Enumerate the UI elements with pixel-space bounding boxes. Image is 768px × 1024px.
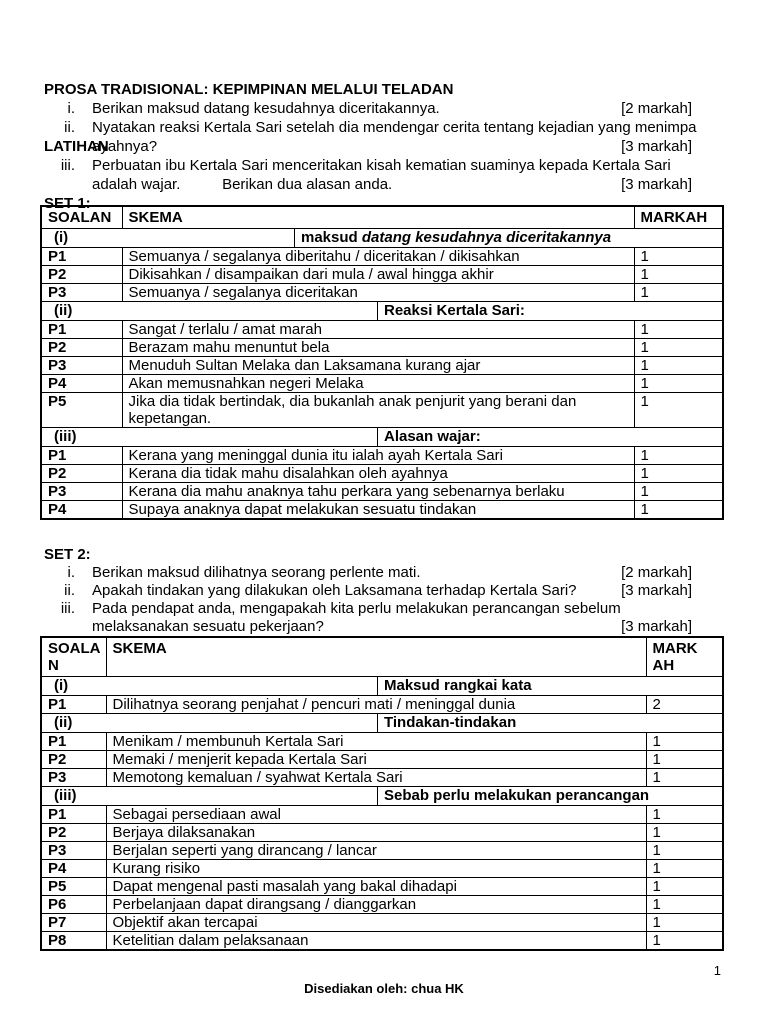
question-body	[92, 99, 692, 118]
point-code: P1	[41, 248, 122, 266]
point-text: Memaki / menjerit kepada Kertala Sari	[106, 751, 646, 769]
point-mark: 1	[646, 896, 723, 914]
point-text: Sebagai persediaan awal	[106, 806, 646, 824]
section-title-text: Maksud rangkai kata	[384, 677, 532, 694]
question-line: Nyatakan reaksi Kertala Sari setelah dia mendengar cerita tentang kejadian yang menimpa	[92, 119, 697, 136]
question-mark: [3 markah]	[621, 138, 692, 155]
question-mark: [3 markah]	[621, 618, 692, 635]
point-code: P2	[41, 465, 122, 483]
question-text: Berikan maksud dilihatnya seorang perlente mati.	[92, 564, 421, 581]
point-text: Objektif akan tercapai	[106, 914, 646, 932]
point-code: P7	[41, 914, 106, 932]
point-code: P3	[41, 357, 122, 375]
section-title-text: Alasan wajar:	[384, 428, 481, 445]
point-text: Menuduh Sultan Melaka dan Laksamana kurang ajar	[122, 357, 634, 375]
point-row	[41, 914, 723, 932]
section-cell	[41, 428, 723, 447]
question-mark: [3 markah]	[621, 176, 692, 193]
point-row	[41, 339, 723, 357]
section-label: (ii)	[48, 302, 378, 320]
point-row	[41, 266, 723, 284]
point-code: P2	[41, 751, 106, 769]
point-code: P3	[41, 769, 106, 787]
point-code: P3	[41, 483, 122, 501]
point-mark: 1	[634, 393, 723, 428]
footer-credit: Disediakan oleh: chua HK	[304, 981, 464, 996]
section-title	[378, 677, 716, 695]
question-text: adalah wajar. Berikan dua alasan anda.	[92, 176, 393, 193]
question-line	[92, 618, 692, 636]
point-text: Berjalan seperti yang dirancang / lancar	[106, 842, 646, 860]
column-header: MARK AH	[646, 637, 723, 677]
section-title	[378, 302, 716, 320]
section-label: (iii)	[48, 428, 378, 446]
point-mark: 1	[634, 501, 723, 520]
point-text: Kerana dia mahu anaknya tahu perkara yang sebenarnya berlaku	[122, 483, 634, 501]
point-code: P4	[41, 860, 106, 878]
point-text: Sangat / terlalu / amat marah	[122, 321, 634, 339]
point-text: Akan memusnahkan negeri Melaka	[122, 375, 634, 393]
section-label: (iii)	[48, 787, 378, 805]
question-line	[92, 99, 692, 118]
section-label: (i)	[48, 229, 295, 247]
question-number: ii.	[64, 582, 75, 599]
point-text: Perbelanjaan dapat dirangsang / dianggarkan	[106, 896, 646, 914]
section-wrap	[48, 302, 716, 320]
question-mark: [2 markah]	[621, 100, 692, 117]
point-mark: 1	[646, 860, 723, 878]
point-row	[41, 501, 723, 520]
question-number: ii.	[64, 119, 75, 136]
point-mark: 1	[634, 339, 723, 357]
point-mark: 2	[646, 696, 723, 714]
section-wrap	[48, 229, 716, 247]
section-title-italic: datang kesudahnya diceritakannya	[361, 229, 612, 246]
point-mark: 1	[634, 266, 723, 284]
point-row	[41, 248, 723, 266]
question-body	[92, 156, 692, 194]
column-header: SOALAN	[41, 206, 122, 229]
section-cell	[41, 229, 723, 248]
section-title	[378, 714, 716, 732]
section-title-text: Reaksi Kertala Sari:	[384, 302, 525, 319]
question-line: Perbuatan ibu Kertala Sari menceritakan kisah kematian suaminya kepada Kertala Sari	[92, 157, 671, 174]
point-text: Dilihatnya seorang penjahat / pencuri mati / meninggal dunia	[106, 696, 646, 714]
point-row	[41, 860, 723, 878]
set1-answer-scheme-table	[40, 205, 724, 520]
question-text: Berikan maksud datang kesudahnya diceritakannya.	[92, 100, 440, 117]
question-item	[44, 582, 692, 600]
section-row	[41, 677, 723, 696]
point-row	[41, 375, 723, 393]
section-row	[41, 302, 723, 321]
point-code: P1	[41, 733, 106, 751]
section-wrap	[48, 787, 716, 805]
point-code: P1	[41, 321, 122, 339]
point-text: Dikisahkan / disampaikan dari mula / awal hingga akhir	[122, 266, 634, 284]
section-cell	[41, 302, 723, 321]
point-text: Dapat mengenal pasti masalah yang bakal dihadapi	[106, 878, 646, 896]
page-subtitle: LATIHAN	[44, 138, 109, 155]
point-row	[41, 733, 723, 751]
point-mark: 1	[634, 321, 723, 339]
point-code: P8	[41, 932, 106, 951]
point-mark: 1	[634, 357, 723, 375]
point-mark: 1	[634, 375, 723, 393]
section-cell	[41, 677, 723, 696]
point-mark: 1	[634, 248, 723, 266]
point-row	[41, 393, 723, 428]
point-text: Supaya anaknya dapat melakukan sesuatu tindakan	[122, 501, 634, 520]
point-code: P1	[41, 447, 122, 465]
point-row	[41, 696, 723, 714]
point-text: Semuanya / segalanya diberitahu / diceritakan / dikisahkan	[122, 248, 634, 266]
section-row	[41, 229, 723, 248]
point-row	[41, 465, 723, 483]
point-mark: 1	[646, 914, 723, 932]
point-mark: 1	[646, 824, 723, 842]
point-code: P3	[41, 842, 106, 860]
point-row	[41, 806, 723, 824]
section-cell	[41, 714, 723, 733]
point-mark: 1	[646, 733, 723, 751]
point-row	[41, 842, 723, 860]
section-title	[295, 229, 716, 247]
section-label: (ii)	[48, 714, 378, 732]
point-mark: 1	[646, 806, 723, 824]
section-label: (i)	[48, 677, 378, 695]
point-text: Menikam / membunuh Kertala Sari	[106, 733, 646, 751]
point-mark: 1	[634, 483, 723, 501]
point-row	[41, 769, 723, 787]
question-body	[92, 118, 697, 156]
question-body	[92, 582, 692, 600]
question-mark: [2 markah]	[621, 564, 692, 581]
point-code: P1	[41, 806, 106, 824]
question-number: iii.	[60, 157, 75, 174]
section-wrap	[48, 714, 716, 732]
column-header: MARKAH	[634, 206, 723, 229]
point-text: Semuanya / segalanya diceritakan	[122, 284, 634, 302]
point-text: Ketelitian dalam pelaksanaan	[106, 932, 646, 951]
point-row	[41, 447, 723, 465]
point-row	[41, 483, 723, 501]
point-code: P5	[41, 878, 106, 896]
section-row	[41, 714, 723, 733]
point-row	[41, 896, 723, 914]
column-header: SKEMA	[106, 637, 646, 677]
set2-heading: SET 2:	[44, 546, 91, 563]
section-wrap	[48, 428, 716, 446]
question-item	[44, 118, 697, 156]
question-item	[44, 156, 692, 194]
point-row	[41, 357, 723, 375]
question-line: Pada pendapat anda, mengapakah kita perlu melakukan perancangan sebelum	[92, 600, 621, 617]
set1-question-list	[44, 99, 697, 194]
section-title	[378, 428, 716, 446]
question-item	[44, 600, 692, 636]
point-text: Memotong kemaluan / syahwat Kertala Sari	[106, 769, 646, 787]
point-code: P4	[41, 501, 122, 520]
section-cell	[41, 787, 723, 806]
point-mark: 1	[646, 932, 723, 951]
point-row	[41, 321, 723, 339]
question-number: iii.	[60, 600, 75, 617]
set2-answer-scheme-table	[40, 636, 724, 951]
point-mark: 1	[646, 842, 723, 860]
column-header: SOALA N	[41, 637, 106, 677]
point-code: P2	[41, 339, 122, 357]
section-title	[378, 787, 716, 805]
point-code: P2	[41, 824, 106, 842]
question-text: melaksanakan sesuatu pekerjaan?	[92, 618, 324, 635]
point-text: Kerana dia tidak mahu disalahkan oleh ayahnya	[122, 465, 634, 483]
question-line	[92, 137, 692, 156]
point-row	[41, 824, 723, 842]
point-text: Jika dia tidak bertindak, dia bukanlah anak penjurit yang berani dan kepetangan.	[122, 393, 634, 428]
point-mark: 1	[634, 447, 723, 465]
question-line	[92, 582, 692, 600]
point-code: P4	[41, 375, 122, 393]
column-header: SKEMA	[122, 206, 634, 229]
point-row	[41, 284, 723, 302]
question-mark: [3 markah]	[621, 582, 692, 599]
point-text: Kurang risiko	[106, 860, 646, 878]
section-row	[41, 428, 723, 447]
point-code: P6	[41, 896, 106, 914]
question-line	[92, 564, 692, 582]
question-line	[92, 175, 692, 194]
section-title-text: Tindakan-tindakan	[384, 714, 517, 731]
point-mark: 1	[634, 284, 723, 302]
question-number: i.	[67, 564, 75, 581]
point-code: P3	[41, 284, 122, 302]
section-title-text: maksud	[301, 229, 362, 246]
point-text: Kerana yang meninggal dunia itu ialah ayah Kertala Sari	[122, 447, 634, 465]
point-mark: 1	[646, 751, 723, 769]
question-text: ayahnya?	[92, 138, 158, 155]
point-row	[41, 878, 723, 896]
point-row	[41, 932, 723, 951]
point-text: Berjaya dilaksanakan	[106, 824, 646, 842]
table-header-row	[41, 206, 723, 229]
question-number: i.	[67, 100, 75, 117]
point-row	[41, 751, 723, 769]
section-wrap	[48, 677, 716, 695]
question-body	[92, 600, 692, 636]
section-row	[41, 787, 723, 806]
point-code: P5	[41, 393, 122, 428]
point-mark: 1	[634, 465, 723, 483]
question-item	[44, 564, 692, 582]
point-text: Berazam mahu menuntut bela	[122, 339, 634, 357]
point-mark: 1	[646, 878, 723, 896]
page-number: 1	[713, 963, 721, 978]
question-item	[44, 99, 692, 118]
point-mark: 1	[646, 769, 723, 787]
point-code: P1	[41, 696, 106, 714]
page-title: PROSA TRADISIONAL: KEPIMPINAN MELALUI TELADAN	[44, 81, 454, 98]
question-text: Apakah tindakan yang dilakukan oleh Laksamana terhadap Kertala Sari?	[92, 582, 577, 599]
point-code: P2	[41, 266, 122, 284]
set1-heading: SET 1:	[44, 195, 91, 212]
question-body	[92, 564, 692, 582]
table-header-row	[41, 637, 723, 677]
set2-question-list	[44, 564, 692, 636]
section-title-text: Sebab perlu melakukan perancangan	[384, 787, 650, 804]
